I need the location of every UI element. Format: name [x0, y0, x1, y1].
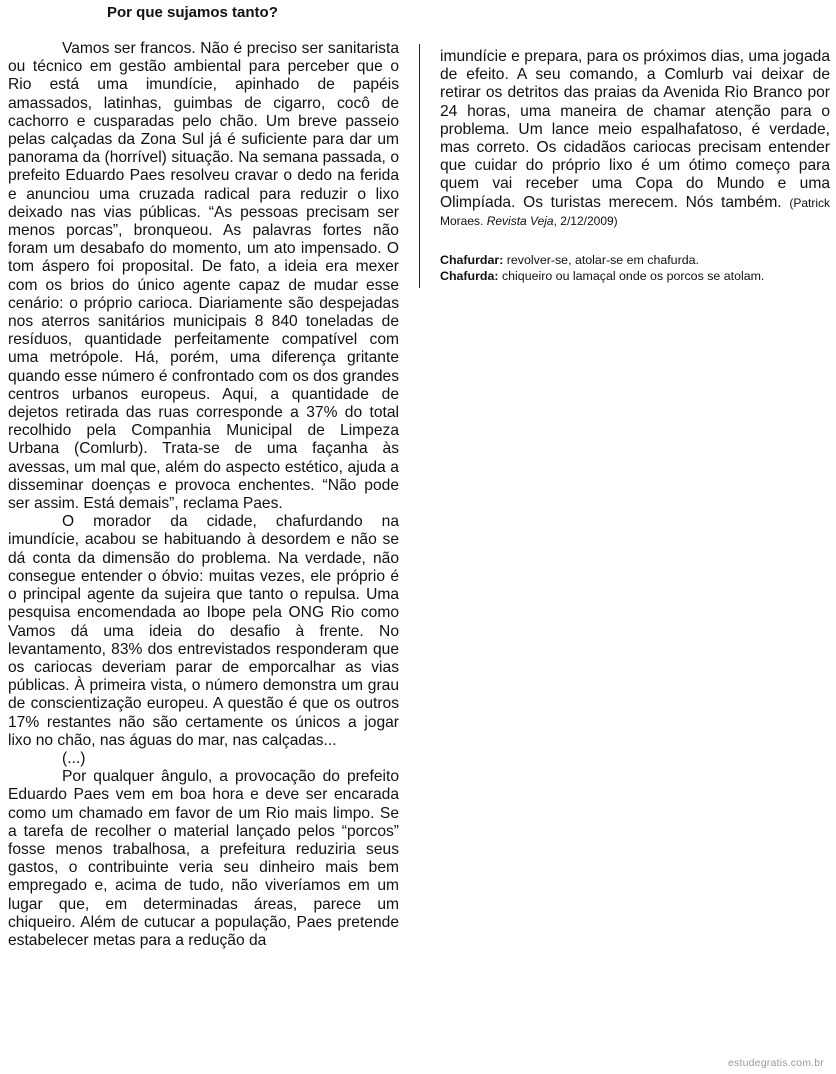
source-prefix: (Patrick Moraes.	[440, 195, 830, 228]
right-column	[440, 48, 830, 230]
source-suffix: , 2/12/2009)	[553, 213, 618, 228]
glossary-definition: revolver-se, atolar-se em chafurda.	[503, 253, 699, 267]
paragraph-1: Vamos ser francos. Não é preciso ser sanitarista ou técnico em gestão ambiental para perceber que o Rio está uma imundície, apinhado de papéis amassados, latinhas, guimbas de cigarro, cocô de cachorro e cusparadas pelo chão. Um breve passeio pelas calçadas da Zona Sul já é suficiente para dar um panorama da (horrível) situação. Na semana passada, o prefeito Eduardo Paes resolveu cravar o dedo na ferida e anunciou uma cruzada radical para reduzir o lixo deixado nas vias públicas. “As pessoas precisam ser menos porcas”, bronqueou. As palavras fortes não foram um desabafo do momento, um ato impensado. O tom áspero foi proposital. De fato, a ideia era mexer com os brios do único agente capaz de mudar esse cenário: o próprio carioca. Diariamente são despejadas nos aterros sanitários municipais 8 840 toneladas de resíduos, quantidade perfeitamente compatível com uma metrópole. Há, porém, uma diferença gritante quando esse número é confrontado com os dos grandes centros urbanos europeus. Aqui, a quantidade de dejetos retirada das ruas corresponde a 37% do total recolhido pela Companhia Municipal de Limpeza Urbana (Comlurb). Trata-se de uma façanha às avessas, um mal que, além do aspecto estético, ajuda a disseminar doenças e provoca enchentes. “Não pode ser assim. Está demais”, reclama Paes.	[8, 40, 399, 513]
site-watermark: estudegratis.com.br	[727, 1057, 824, 1069]
paragraph-3-continued-text: imundície e prepara, para os próximos dias, uma jogada de efeito. A seu comando, a Comlurb vai deixar de retirar os detritos das praias da Avenida Rio Branco por 24 horas, uma maneira de chamar atenção para o problema. Um lance meio espalhafatoso, é verdade, mas correto. Os cidadãos cariocas precisam entender que cuidar do próprio lixo é um ótimo começo para quem vai receber uma Copa do Mundo e uma Olimpíada. Os turistas merecem. Nós também.	[440, 48, 830, 211]
left-column	[8, 40, 399, 950]
glossary-definition: chiqueiro ou lamaçal onde os porcos se atolam.	[498, 269, 765, 283]
paragraph-3-continued	[440, 48, 830, 230]
glossary	[440, 252, 830, 284]
glossary-term: Chafurda:	[440, 269, 499, 283]
source-publication: Revista Veja	[486, 213, 554, 228]
paragraph-2: O morador da cidade, chafurdando na imundície, acabou se habituando à desordem e não se dá conta da dimensão do problema. Na verdade, não consegue entender o óbvio: muitas vezes, ele próprio é o principal agente da sujeira que tanto o repulsa. Uma pesquisa encomendada ao Ibope pela ONG Rio como Vamos dá uma ideia do desafio à frente. No levantamento, 83% dos entrevistados responderam que os cariocas deveriam parar de emporcalhar as vias públicas. À primeira vista, o número demonstra um grau de conscientização europeu. A questão é que os outros 17% restantes não são certamente os únicos a jogar lixo no chão, nas águas do mar, nas calçadas...	[8, 513, 399, 749]
column-divider	[419, 44, 420, 288]
glossary-entry	[440, 252, 830, 268]
article-title: Por que sujamos tanto?	[107, 4, 278, 21]
paragraph-3: Por qualquer ângulo, a provocação do prefeito Eduardo Paes vem em boa hora e deve ser encarada como um chamado em favor de um Rio mais limpo. Se a tarefa de recolher o material lançado pelos “porcos” fosse menos trabalhosa, a prefeitura reduziria seus gastos, o contribuinte veria seu dinheiro mais bem empregado e, acima de tudo, não viveríamos em um lugar que, em determinadas áreas, parece um chiqueiro. Além de cutucar a população, Paes pretende estabelecer metas para a redução da	[8, 768, 399, 949]
omission-mark: (...)	[62, 749, 86, 767]
glossary-term: Chafurdar:	[440, 253, 504, 267]
glossary-entry	[440, 268, 830, 284]
